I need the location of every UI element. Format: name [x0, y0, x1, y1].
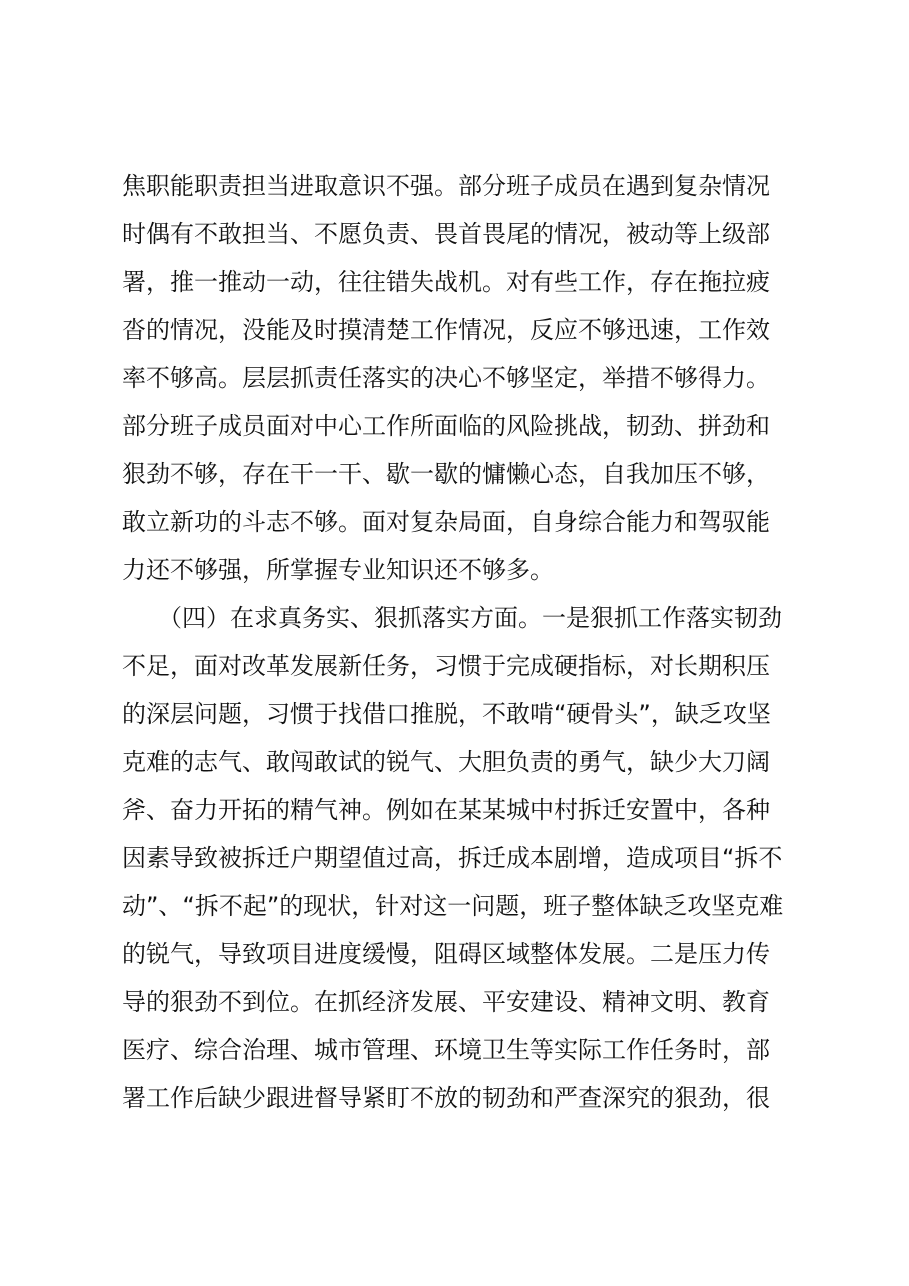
- text-line: 因素导致被拆迁户期望值过高，拆迁成本剧增，造成项目“拆不: [122, 844, 783, 872]
- text-line: 率不够高。层层抓责任落实的决心不够坚定，举措不够得力。: [122, 364, 770, 392]
- text-line: 导的狠劲不到位。在抓经济发展、平安建设、精神文明、教育: [122, 988, 770, 1016]
- text-line: 医疗、综合治理、城市管理、环境卫生等实际工作任务时，部: [122, 1036, 770, 1064]
- text-line: 动”、“拆不起”的现状，针对这一问题，班子整体缺乏攻坚克难: [122, 892, 784, 920]
- text-line: 的锐气，导致项目进度缓慢，阻碍区域整体发展。二是压力传: [122, 940, 770, 968]
- text-line: 沓的情况，没能及时摸清楚工作情况，反应不够迅速，工作效: [122, 316, 770, 344]
- text-line: 署工作后缺少跟进督导紧盯不放的韧劲和严查深究的狠劲，很: [122, 1084, 770, 1112]
- text-line: 焦职能职责担当进取意识不强。部分班子成员在遇到复杂情况: [122, 172, 770, 200]
- text-line: 克难的志气、敢闯敢试的锐气、大胆负责的勇气，缺少大刀阔: [122, 748, 770, 776]
- text-line: 敢立新功的斗志不够。面对复杂局面，自身综合能力和驾驭能: [122, 508, 770, 536]
- text-line: 狠劲不够，存在干一干、歇一歇的慵懒心态，自我加压不够，: [122, 460, 770, 488]
- text-line: 不足，面对改革发展新任务，习惯于完成硬指标，对长期积压: [122, 652, 770, 680]
- text-line: 部分班子成员面对中心工作所面临的风险挑战，韧劲、拼劲和: [122, 412, 770, 440]
- text-line: 力还不够强，所掌握专业知识还不够多。: [122, 556, 554, 584]
- text-line: 时偶有不敢担当、不愿负责、畏首畏尾的情况，被动等上级部: [122, 220, 770, 248]
- body-text: [122, 162, 802, 1122]
- text-line: 的深层问题，习惯于找借口推脱，不敢啃“硬骨头”，缺乏攻坚: [122, 700, 771, 728]
- text-line: 斧、奋力开拓的精气神。例如在某某城中村拆迁安置中，各种: [122, 796, 770, 824]
- text-line: 署，推一推动一动，往往错失战机。对有些工作，存在拖拉疲: [122, 268, 770, 296]
- text-line: （四）在求真务实、狠抓落实方面。一是狠抓工作落实韧劲: [122, 604, 782, 632]
